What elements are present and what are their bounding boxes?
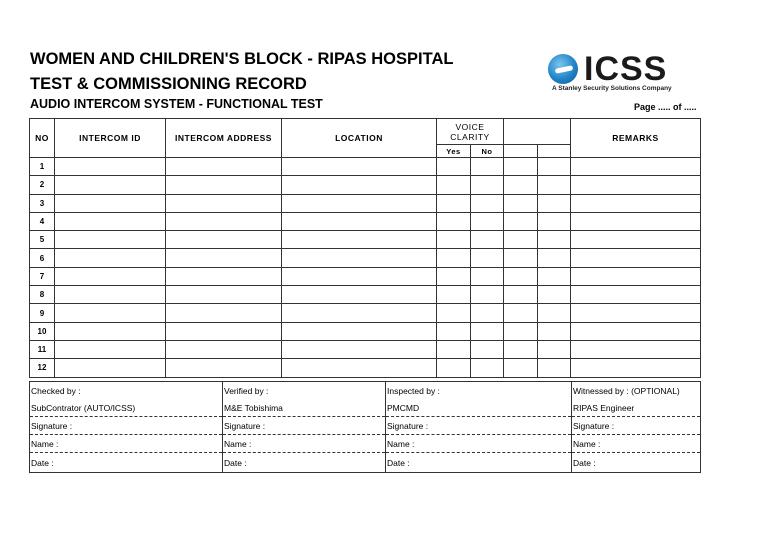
intercom-address-cell[interactable] xyxy=(166,212,282,230)
intercom-id-cell[interactable] xyxy=(55,249,166,267)
intercom-id-cell[interactable] xyxy=(55,176,166,194)
signature-field[interactable]: Signature : xyxy=(386,417,572,435)
extra-cell-1[interactable] xyxy=(504,340,538,358)
intercom-address-cell[interactable] xyxy=(166,231,282,249)
extra-cell-2[interactable] xyxy=(538,359,571,377)
intercom-address-cell[interactable] xyxy=(166,249,282,267)
header-blank xyxy=(504,119,571,145)
extra-cell-1[interactable] xyxy=(504,304,538,322)
voice-no-cell[interactable] xyxy=(471,286,504,304)
voice-no-cell[interactable] xyxy=(471,249,504,267)
remarks-cell[interactable] xyxy=(571,158,701,176)
extra-cell-2[interactable] xyxy=(538,212,571,230)
table-row xyxy=(30,322,701,340)
location-cell[interactable] xyxy=(282,322,437,340)
row-number: 3 xyxy=(30,194,55,212)
intercom-id-cell[interactable] xyxy=(55,194,166,212)
extra-cell-1[interactable] xyxy=(504,286,538,304)
checked-by-label: Checked by : xyxy=(30,382,223,400)
intercom-id-cell[interactable] xyxy=(55,359,166,377)
document-title: WOMEN AND CHILDREN'S BLOCK - RIPAS HOSPITAL xyxy=(30,50,454,68)
location-cell[interactable] xyxy=(282,249,437,267)
row-number: 7 xyxy=(30,267,55,285)
extra-cell-2[interactable] xyxy=(538,231,571,249)
globe-icon xyxy=(548,54,578,84)
intercom-id-cell[interactable] xyxy=(55,286,166,304)
extra-cell-1[interactable] xyxy=(504,359,538,377)
table-row xyxy=(30,267,701,285)
extra-cell-1[interactable] xyxy=(504,176,538,194)
voice-no-cell[interactable] xyxy=(471,176,504,194)
location-cell[interactable] xyxy=(282,158,437,176)
intercom-address-cell[interactable] xyxy=(166,158,282,176)
table-row xyxy=(30,158,701,176)
witnessed-by-label: Witnessed by : (OPTIONAL) xyxy=(572,382,701,400)
header-yes: Yes xyxy=(437,145,471,158)
row-number: 9 xyxy=(30,304,55,322)
intercom-address-cell[interactable] xyxy=(166,322,282,340)
document-subtitle: TEST & COMMISSIONING RECORD xyxy=(30,75,307,93)
extra-cell-1[interactable] xyxy=(504,212,538,230)
extra-cell-1[interactable] xyxy=(504,249,538,267)
intercom-id-cell[interactable] xyxy=(55,231,166,249)
voice-yes-cell[interactable] xyxy=(437,286,471,304)
intercom-id-cell[interactable] xyxy=(55,212,166,230)
voice-yes-cell[interactable] xyxy=(437,176,471,194)
extra-cell-2[interactable] xyxy=(538,249,571,267)
remarks-cell[interactable] xyxy=(571,176,701,194)
extra-cell-2[interactable] xyxy=(538,176,571,194)
logo-text: ICSS xyxy=(584,50,668,88)
voice-yes-cell[interactable] xyxy=(437,194,471,212)
location-cell[interactable] xyxy=(282,231,437,249)
extra-cell-1[interactable] xyxy=(504,267,538,285)
row-number: 1 xyxy=(30,158,55,176)
name-field[interactable]: Name : xyxy=(30,435,223,453)
voice-no-cell[interactable] xyxy=(471,304,504,322)
verified-by-label: Verified by : xyxy=(223,382,386,400)
remarks-cell[interactable] xyxy=(571,304,701,322)
date-field[interactable]: Date : xyxy=(572,453,701,473)
header-intercom-id: INTERCOM ID xyxy=(55,119,166,158)
extra-cell-2[interactable] xyxy=(538,267,571,285)
date-field[interactable]: Date : xyxy=(386,453,572,473)
test-record-table xyxy=(29,118,701,378)
voice-yes-cell[interactable] xyxy=(437,212,471,230)
voice-yes-cell[interactable] xyxy=(437,322,471,340)
intercom-id-cell[interactable] xyxy=(55,158,166,176)
remarks-cell[interactable] xyxy=(571,231,701,249)
header-intercom-address: INTERCOM ADDRESS xyxy=(166,119,282,158)
voice-no-cell[interactable] xyxy=(471,212,504,230)
remarks-cell[interactable] xyxy=(571,194,701,212)
row-number: 4 xyxy=(30,212,55,230)
name-field[interactable]: Name : xyxy=(223,435,386,453)
intercom-id-cell[interactable] xyxy=(55,304,166,322)
page-number-label: Page ..... of ..... xyxy=(634,102,697,112)
inspected-by-label: Inspected by : xyxy=(386,382,572,400)
table-row xyxy=(30,194,701,212)
extra-cell-2[interactable] xyxy=(538,340,571,358)
voice-no-cell[interactable] xyxy=(471,158,504,176)
remarks-cell[interactable] xyxy=(571,286,701,304)
extra-cell-1[interactable] xyxy=(504,322,538,340)
signature-field[interactable]: Signature : xyxy=(572,417,701,435)
table-row xyxy=(30,304,701,322)
voice-yes-cell[interactable] xyxy=(437,249,471,267)
remarks-cell[interactable] xyxy=(571,249,701,267)
location-cell[interactable] xyxy=(282,359,437,377)
header-blank-sub-1 xyxy=(504,145,538,158)
row-number: 10 xyxy=(30,322,55,340)
intercom-address-cell[interactable] xyxy=(166,359,282,377)
location-cell[interactable] xyxy=(282,286,437,304)
intercom-id-cell[interactable] xyxy=(55,340,166,358)
row-number: 11 xyxy=(30,340,55,358)
signoff-table xyxy=(29,381,701,473)
extra-cell-2[interactable] xyxy=(538,304,571,322)
location-cell[interactable] xyxy=(282,304,437,322)
name-field[interactable]: Name : xyxy=(386,435,572,453)
voice-no-cell[interactable] xyxy=(471,231,504,249)
table-row xyxy=(30,340,701,358)
signature-field[interactable]: Signature : xyxy=(223,417,386,435)
voice-no-cell[interactable] xyxy=(471,359,504,377)
remarks-cell[interactable] xyxy=(571,340,701,358)
extra-cell-1[interactable] xyxy=(504,158,538,176)
date-field[interactable]: Date : xyxy=(30,453,223,473)
me-party: M&E Tobishima xyxy=(223,399,386,417)
voice-yes-cell[interactable] xyxy=(437,304,471,322)
table-row xyxy=(30,249,701,267)
intercom-address-cell[interactable] xyxy=(166,267,282,285)
location-cell[interactable] xyxy=(282,340,437,358)
extra-cell-2[interactable] xyxy=(538,286,571,304)
row-number: 8 xyxy=(30,286,55,304)
logo-tagline: A Stanley Security Solutions Company xyxy=(552,85,672,92)
intercom-id-cell[interactable] xyxy=(55,322,166,340)
remarks-cell[interactable] xyxy=(571,267,701,285)
location-cell[interactable] xyxy=(282,176,437,194)
header-no-sub: No xyxy=(471,145,504,158)
header-blank-sub-2 xyxy=(538,145,571,158)
voice-no-cell[interactable] xyxy=(471,340,504,358)
header-location: LOCATION xyxy=(282,119,437,158)
voice-yes-cell[interactable] xyxy=(437,340,471,358)
table-row xyxy=(30,231,701,249)
remarks-cell[interactable] xyxy=(571,322,701,340)
header-remarks: REMARKS xyxy=(571,119,701,158)
row-number: 5 xyxy=(30,231,55,249)
intercom-id-cell[interactable] xyxy=(55,267,166,285)
extra-cell-2[interactable] xyxy=(538,322,571,340)
intercom-address-cell[interactable] xyxy=(166,286,282,304)
ripas-engineer-party: RIPAS Engineer xyxy=(572,399,701,417)
test-name: AUDIO INTERCOM SYSTEM - FUNCTIONAL TEST xyxy=(30,97,323,111)
voice-yes-cell[interactable] xyxy=(437,158,471,176)
row-number: 6 xyxy=(30,249,55,267)
header-no: NO xyxy=(30,119,55,158)
extra-cell-1[interactable] xyxy=(504,194,538,212)
table-row xyxy=(30,359,701,377)
voice-no-cell[interactable] xyxy=(471,267,504,285)
extra-cell-2[interactable] xyxy=(538,194,571,212)
location-cell[interactable] xyxy=(282,267,437,285)
remarks-cell[interactable] xyxy=(571,212,701,230)
voice-no-cell[interactable] xyxy=(471,322,504,340)
extra-cell-2[interactable] xyxy=(538,158,571,176)
intercom-address-cell[interactable] xyxy=(166,194,282,212)
table-row xyxy=(30,212,701,230)
intercom-address-cell[interactable] xyxy=(166,176,282,194)
voice-no-cell[interactable] xyxy=(471,194,504,212)
intercom-address-cell[interactable] xyxy=(166,304,282,322)
intercom-address-cell[interactable] xyxy=(166,340,282,358)
signature-field[interactable]: Signature : xyxy=(30,417,223,435)
row-number: 2 xyxy=(30,176,55,194)
extra-cell-1[interactable] xyxy=(504,231,538,249)
header-voice-clarity: VOICE CLARITY xyxy=(437,119,504,145)
remarks-cell[interactable] xyxy=(571,359,701,377)
location-cell[interactable] xyxy=(282,194,437,212)
location-cell[interactable] xyxy=(282,212,437,230)
icss-logo xyxy=(548,52,698,96)
voice-yes-cell[interactable] xyxy=(437,267,471,285)
table-row xyxy=(30,176,701,194)
row-number: 12 xyxy=(30,359,55,377)
date-field[interactable]: Date : xyxy=(223,453,386,473)
voice-yes-cell[interactable] xyxy=(437,359,471,377)
table-row xyxy=(30,286,701,304)
pmcmd-party: PMCMD xyxy=(386,399,572,417)
voice-yes-cell[interactable] xyxy=(437,231,471,249)
name-field[interactable]: Name : xyxy=(572,435,701,453)
subcontractor-party: SubContrator (AUTO/ICSS) xyxy=(30,399,223,417)
